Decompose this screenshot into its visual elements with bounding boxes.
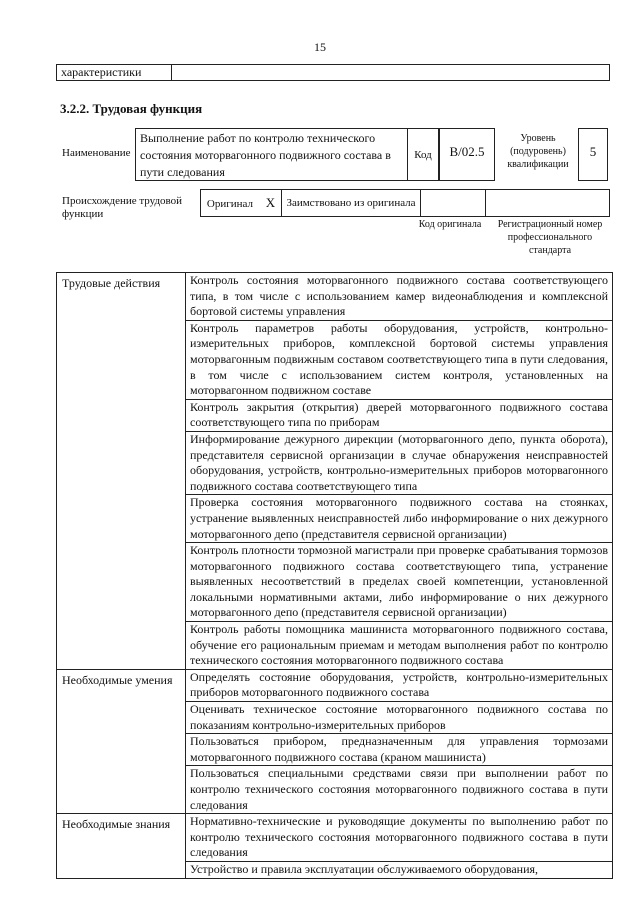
kod-label: Код xyxy=(407,128,439,181)
category-knowledge: Необходимые знания xyxy=(57,814,186,878)
characteristics-row-table xyxy=(56,64,610,81)
list-item: Пользоваться специальными средствами связи при выполнении работ по контролю технического состояния моторвагонного подвижного состава в пути следования xyxy=(186,766,613,814)
original-mark: X xyxy=(265,195,276,210)
original-code-cell xyxy=(421,190,486,217)
list-item: Контроль состояния моторвагонного подвижного состава соответствующего типа, в том числе с использованием камер видеонаблюдения и комплексной бортовой системы управления xyxy=(186,273,613,321)
original-cell xyxy=(201,190,282,217)
borrowed-label: Заимствовано из оригинала xyxy=(286,197,416,209)
section-title: 3.2.2. Трудовая функция xyxy=(60,101,203,116)
function-details-table xyxy=(56,272,613,879)
origin-table xyxy=(200,189,610,217)
list-item: Проверка состояния моторвагонного подвижного состава на стоянках, устранение выявленных неисправностей либо информирование о них дежурного моторвагонного депо (представителя сервисной организации) xyxy=(186,495,613,543)
list-item: Контроль закрытия (открытия) дверей моторвагонного подвижного состава соответствующего типа по приборам xyxy=(186,399,613,431)
list-item: Контроль параметров работы оборудования, устройств, контрольно-измерительных приборов, комплексной бортовой системы управления моторвагонным подвижным составом соответствующего типа в пути следования, в том числе с использованием систем контроля, установленных на моторвагонном подвижном составе xyxy=(186,320,613,399)
list-item: Определять состояние оборудования, устройств, контрольно-измерительных приборов моторвагонного подвижного состава xyxy=(186,669,613,701)
name-label: Наименование xyxy=(62,147,131,159)
list-item: Устройство и правила эксплуатации обслуживаемого оборудования, xyxy=(186,861,613,878)
characteristics-value xyxy=(172,65,610,81)
list-item: Оценивать техническое состояние моторвагонного подвижного состава по показаниям контрольно-измерительных приборов xyxy=(186,702,613,734)
list-item: Нормативно-технические и руководящие документы по выполнению работ по контролю технического состояния моторвагонного подвижного состава в пути следования xyxy=(186,814,613,862)
level-label: Уровень (подуровень) квалификации xyxy=(507,133,569,170)
reg-number-caption: Регистрационный номер профессионального стандарта xyxy=(497,219,603,256)
list-item: Информирование дежурного дирекции (моторвагонного депо, пункта оборота), представителя сервисной организации в случае обнаружения неисправностей оборудования, устройств, контрольно-измерительных приборов моторвагонного подвижного состава соответствующего типа xyxy=(186,431,613,494)
table-row xyxy=(57,814,613,862)
category-skills: Необходимые умения xyxy=(57,669,186,813)
original-label: Оригинал xyxy=(206,198,253,210)
function-name-box xyxy=(135,128,408,181)
borrowed-cell xyxy=(282,190,421,217)
table-row xyxy=(57,669,613,701)
list-item: Контроль работы помощника машиниста моторвагонного подвижного состава, обучение его рациональным приемам и методам выполнения работ по контролю технического состояния моторвагонного подвижного состава xyxy=(186,622,613,670)
table-row xyxy=(57,273,613,321)
page-number: 15 xyxy=(314,40,326,54)
list-item: Контроль плотности тормозной магистрали при проверке срабатывания тормозов моторвагонного подвижного состава соответствующего типа, устранение выявленных несоответствий в пределах своей компетенции, установленной локальными нормативными актами, либо информирование о них дежурного моторвагонного депо (представителя сервисной организации) xyxy=(186,543,613,622)
kod-value: B/02.5 xyxy=(439,128,495,181)
reg-number-cell xyxy=(486,190,610,217)
category-work-actions: Трудовые действия xyxy=(57,273,186,670)
origin-label: Происхождение трудовой функции xyxy=(62,195,183,220)
level-value: 5 xyxy=(578,128,608,181)
characteristics-label: характеристики xyxy=(57,65,172,81)
function-name-text: Выполнение работ по контролю технического состояния моторвагонного подвижного состава в пути следования xyxy=(140,131,391,179)
kod-original-caption: Код оригинала xyxy=(418,219,482,230)
list-item: Пользоваться прибором, предназначенным для управления тормозами моторвагонного подвижного состава (краном машиниста) xyxy=(186,734,613,766)
